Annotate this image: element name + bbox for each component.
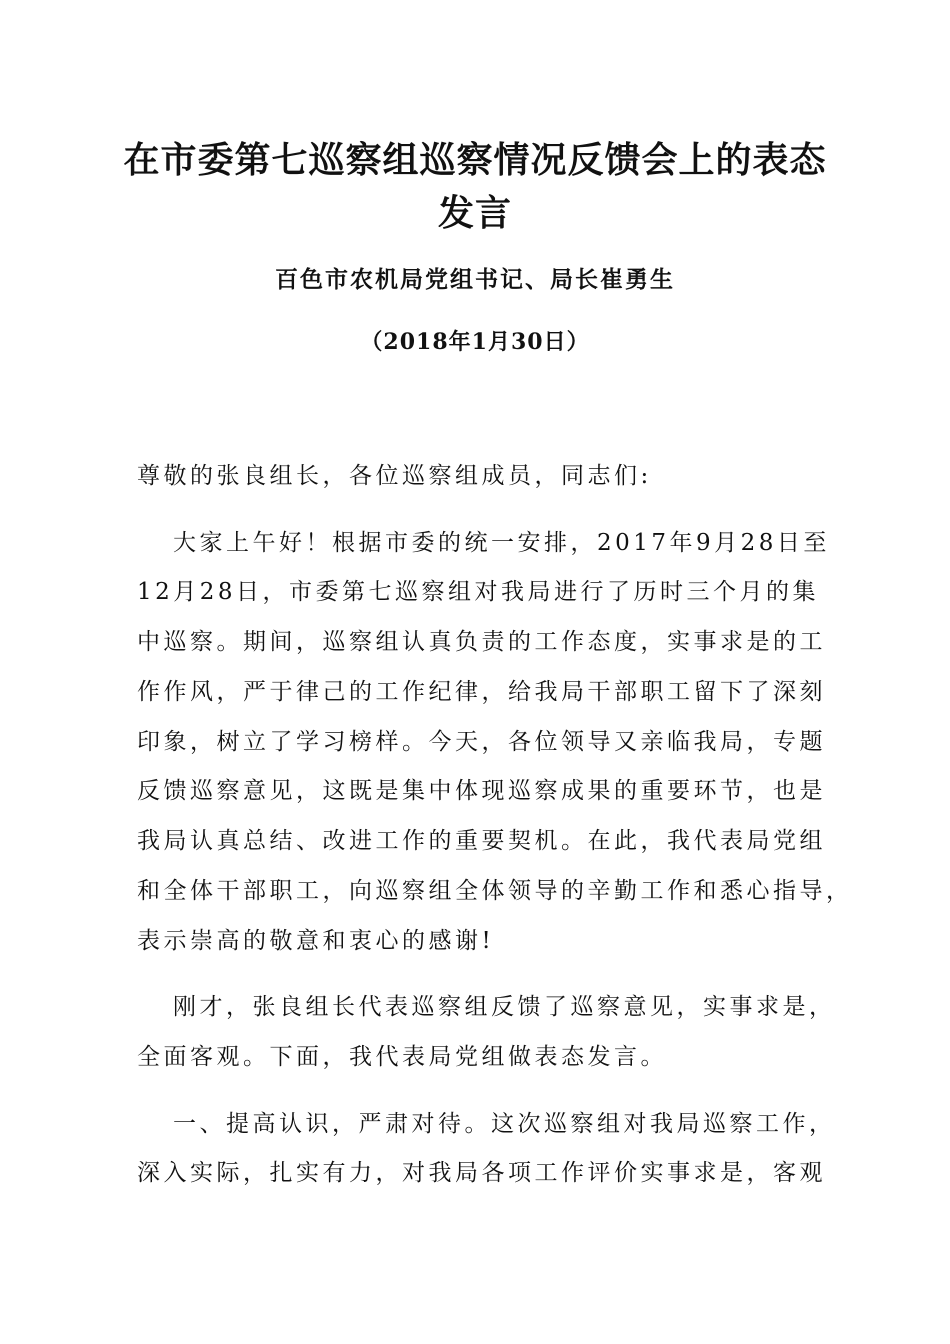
document-title-line-1: 在市委第七巡察组巡察情况反馈会上的表态 xyxy=(123,139,827,181)
document-title-line-2: 发言 xyxy=(437,192,512,234)
document-author: 百色市农机局党组书记、局长崔勇生 xyxy=(275,266,675,293)
paragraph-3-line: 深入实际，扎实有力，对我局各项工作评价实事求是，客观 xyxy=(137,1160,826,1186)
paragraph-1-line: 我局认真总结、改进工作的重要契机。在此，我代表局党组 xyxy=(137,828,826,854)
paragraph-1-line: 12月28日，市委第七巡察组对我局进行了历时三个月的集 xyxy=(137,579,820,605)
paragraph-2-line: 刚才，张良组长代表巡察组反馈了巡察意见，实事求是， xyxy=(173,994,836,1020)
paragraph-1-line: 和全体干部职工，向巡察组全体领导的辛勤工作和悉心指导， xyxy=(137,878,853,904)
document-date: （2018年1月30日） xyxy=(360,329,590,355)
paragraph-1-line: 大家上午好！根据市委的统一安排，2017年9月28日至 xyxy=(173,530,830,556)
paragraph-1-line: 印象，树立了学习榜样。今天，各位领导又亲临我局，专题 xyxy=(137,729,826,755)
paragraph-1-line: 中巡察。期间，巡察组认真负责的工作态度，实事求是的工 xyxy=(137,629,826,655)
paragraph-1-line: 作作风，严于律己的工作纪律，给我局干部职工留下了深刻 xyxy=(137,679,826,705)
paragraph-3-line: 一、提高认识，严肃对待。这次巡察组对我局巡察工作， xyxy=(173,1111,836,1137)
paragraph-1-line: 反馈巡察意见，这既是集中体现巡察成果的重要环节，也是 xyxy=(137,778,826,804)
paragraph-2-line: 全面客观。下面，我代表局党组做表态发言。 xyxy=(137,1044,667,1070)
salutation: 尊敬的张良组长，各位巡察组成员，同志们: xyxy=(137,463,652,489)
paragraph-1-line: 表示崇高的敬意和衷心的感谢! xyxy=(137,928,495,954)
